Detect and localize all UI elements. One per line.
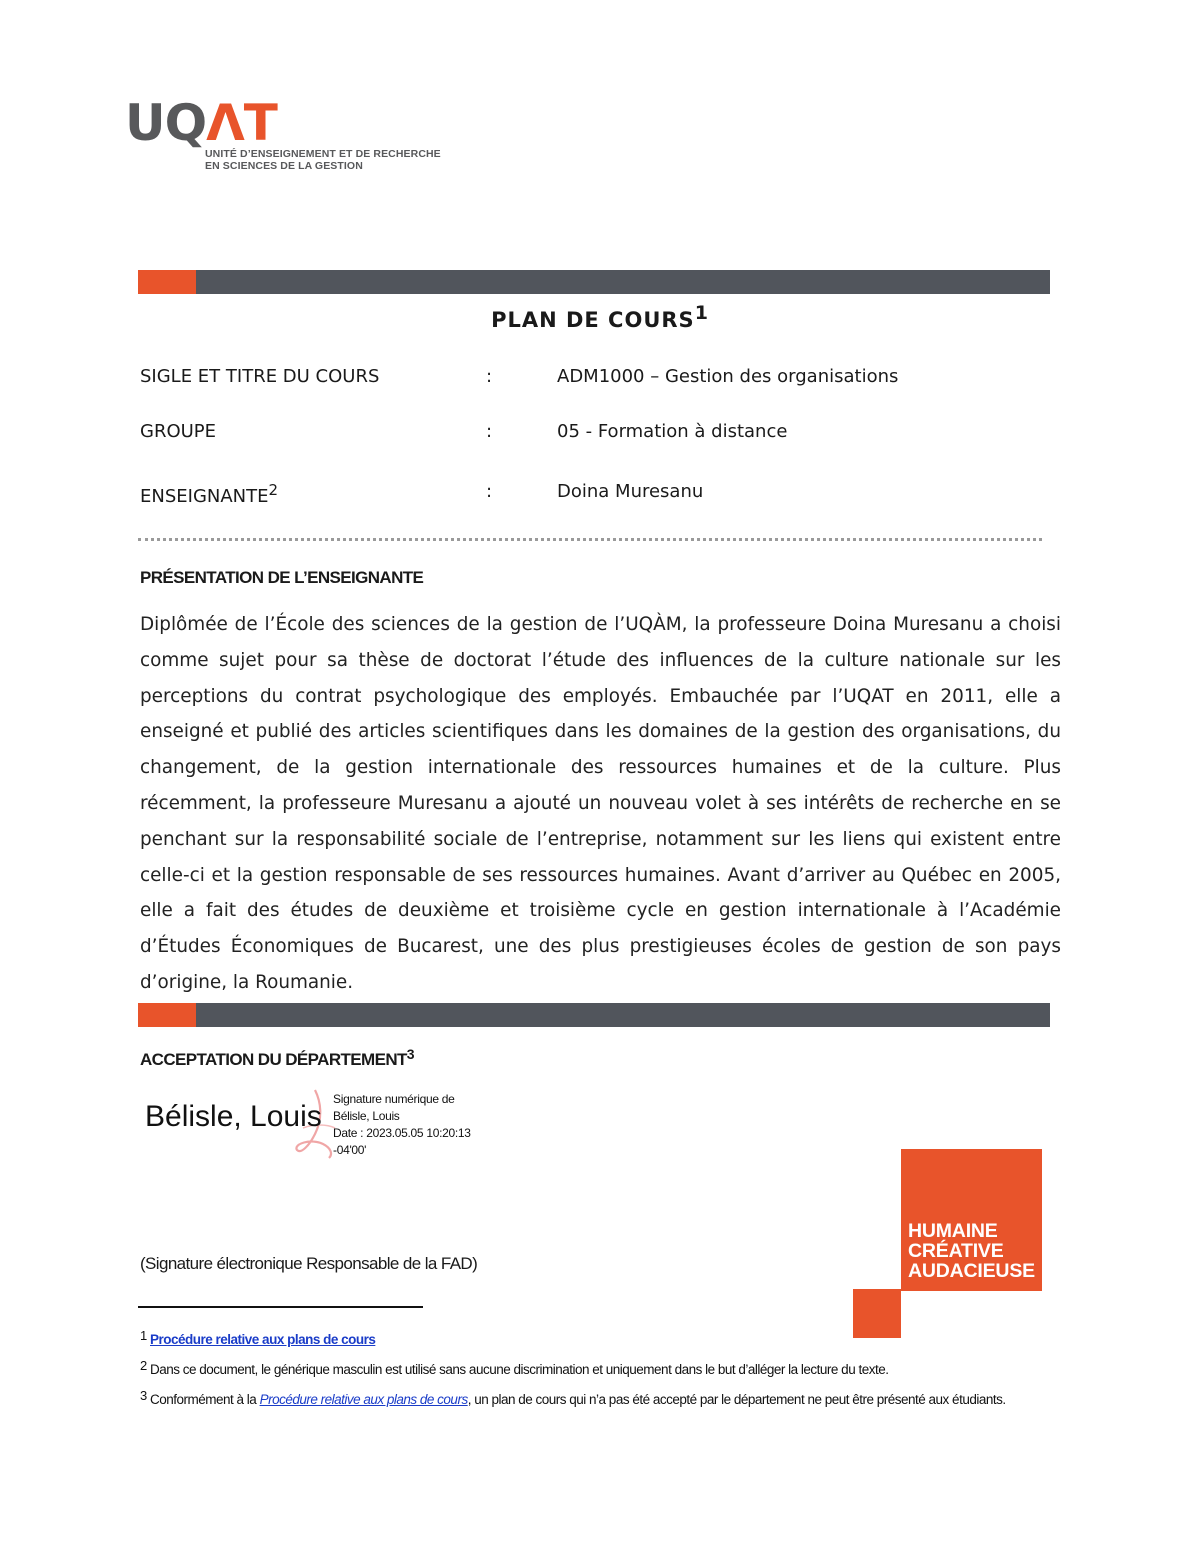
presentation-paragraph: Diplômée de l’École des sciences de la gestion de l’UQÀM, la professeure Doina Muresanu a choisi comme sujet pour sa thèse de doctorat l’étude des influences de la culture nationale sur les perceptions du contrat psychologique des employés. Embauchée par l’UQAT en 2011, elle a enseigné et publié des articles scientifiques dans les domaines de la gestion des organisations, du changement, de la gestion internationale des ressources humaines et de la culture. Plus récemment, la professeure Muresanu a ajouté un nouveau volet à ses intérêts de recherche en se penchant sur la responsabilité sociale de l’entreprise, notamment sur les liens qui existent entre celle-ci et la gestion responsable de ses ressources humaines. Avant d’arriver au Québec en 2005, elle a fait des études de deuxième et troisième cycle en gestion internationale à l’Académie d’Études Économiques de Bucarest, une des plus prestigieuses écoles de gestion de son pays d’origine, la Roumanie. <box>140 614 1061 993</box>
header-divider-bar <box>138 270 1050 294</box>
brand-slogan: HUMAINE CRÉATIVE AUDACIEUSE <box>908 1220 1035 1282</box>
footnote-ref-3: 3 <box>406 1046 414 1062</box>
dotted-divider <box>138 538 1042 541</box>
presentation-heading: PRÉSENTATION DE L’ENSEIGNANTE <box>140 568 424 587</box>
footnote-ref-1: 1 <box>694 302 709 324</box>
logo-subtitle: UNITÉ D’ENSEIGNEMENT ET DE RECHERCHE EN SCIENCES DE LA GESTION <box>205 148 441 172</box>
course-code-colon: : <box>486 366 493 387</box>
group-label: GROUPE <box>140 421 217 442</box>
footnote-separator <box>138 1306 423 1308</box>
procedure-link-inline[interactable]: Procédure relative aux plans de cours <box>259 1392 468 1407</box>
footnote-1: $^1$ Procédure relative aux plans de cours <box>140 1328 376 1347</box>
bar-accent <box>138 270 196 294</box>
teacher-value: Doina Muresanu <box>557 481 704 502</box>
course-code-label: SIGLE ET TITRE DU COURS <box>140 366 380 387</box>
acceptance-heading: ACCEPTATION DU DÉPARTEMENT$^3$ <box>140 1046 414 1069</box>
footnote-3: $^3$ Conformément à la Procédure relative aux plans de cours, un plan de cours qui n’a pas été accepté par le département ne peut être présenté aux étudiants. <box>140 1388 1006 1407</box>
teacher-colon: : <box>486 481 493 502</box>
procedure-link[interactable]: Procédure relative aux plans de cours <box>150 1332 376 1347</box>
logo-wordmark: UQΛT <box>125 94 277 152</box>
teacher-label: ENSEIGNANTE$^2$ <box>140 481 279 507</box>
signature-details: Signature numérique de Bélisle, Louis Date : 2023.05.05 10:20:13 -04'00' <box>333 1092 471 1157</box>
section-divider-bar <box>138 1003 1050 1027</box>
footnote-ref-2: 2 <box>268 481 279 499</box>
group-value: 05 - Formation à distance <box>557 421 788 442</box>
group-colon: : <box>486 421 493 442</box>
page-title: PLAN DE COURS$^1$ <box>491 302 709 332</box>
signature-caption: (Signature électronique Responsable de la FAD) <box>140 1254 478 1273</box>
uqat-logo <box>125 94 455 178</box>
footnote-2: $^2$ Dans ce document, le générique masculin est utilisé sans aucune discrimination et uniquement dans le but d’alléger la lecture du texte. <box>140 1358 889 1377</box>
signature-name: Bélisle, Louis <box>145 1100 322 1133</box>
bar-accent <box>138 1003 196 1027</box>
course-code-value: ADM1000 – Gestion des organisations <box>557 366 899 387</box>
brand-block-small <box>853 1289 901 1338</box>
